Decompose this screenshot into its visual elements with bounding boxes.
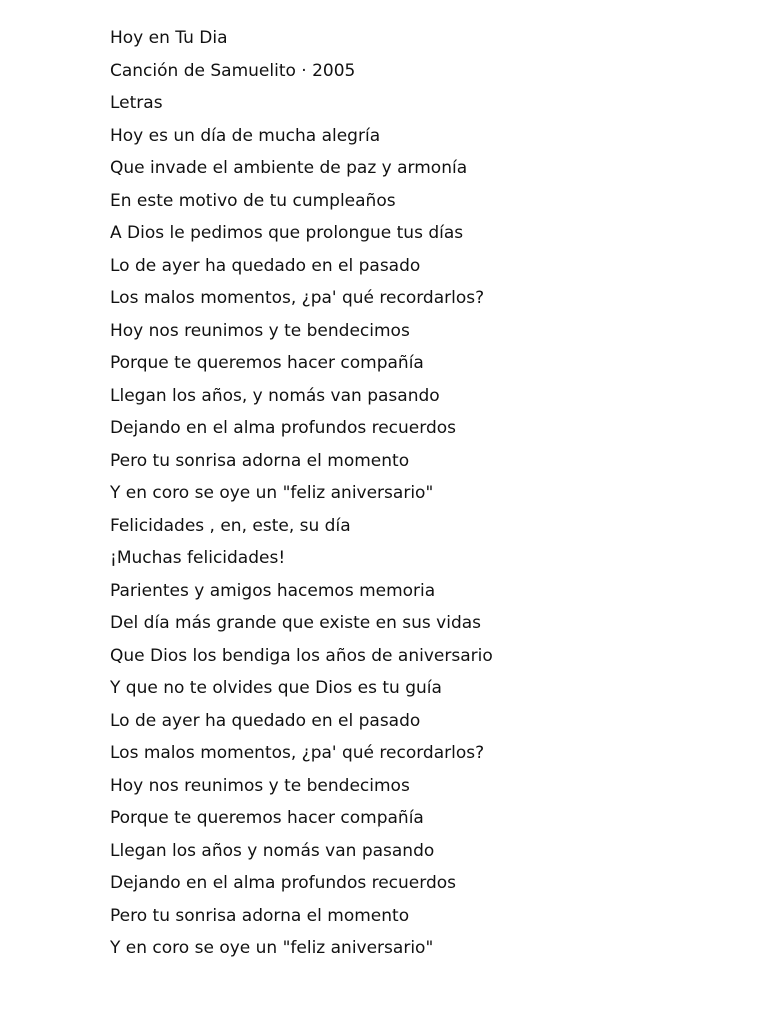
lyric-line: En este motivo de tu cumpleaños (110, 190, 396, 211)
song-title: Hoy en Tu Dia (110, 28, 228, 48)
lyric-line: Dejando en el alma profundos recuerdos (110, 873, 456, 893)
section-label: Letras (110, 93, 163, 113)
lyric-line: Porque te queremos hacer compañía (110, 808, 424, 828)
lyric-line: Que Dios los bendiga los años de aniversario (110, 645, 493, 666)
lyric-line: Pero tu sonrisa adorna el momento (110, 905, 410, 926)
lyric-line: Y en coro se oye un "feliz aniversario" (110, 483, 434, 503)
lyric-line: Porque te queremos hacer compañía (110, 353, 424, 373)
lyric-line: Dejando en el alma profundos recuerdos (110, 418, 456, 438)
lyric-line: Y que no te olvides que Dios es tu guía (110, 678, 442, 698)
lyric-line: ¡Muchas felicidades! (110, 548, 286, 568)
lyric-line: Pero tu sonrisa adorna el momento (110, 450, 410, 471)
song-subtitle: Canción de Samuelito · 2005 (110, 60, 356, 81)
lyric-line: A Dios le pedimos que prolongue tus días (110, 223, 464, 243)
lyrics-document (110, 22, 730, 965)
lyric-line: Hoy nos reunimos y te bendecimos (110, 775, 410, 796)
lyric-line: Parientes y amigos hacemos memoria (110, 580, 436, 601)
lyric-line: Del día más grande que existe en sus vidas (110, 613, 482, 633)
lyric-line: Los malos momentos, ¿pa' qué recordarlos? (110, 743, 485, 763)
lyric-line: Los malos momentos, ¿pa' qué recordarlos? (110, 288, 485, 308)
lyric-line: Y en coro se oye un "feliz aniversario" (110, 938, 434, 958)
lyric-line: Llegan los años y nomás van pasando (110, 840, 435, 861)
lyric-line: Hoy es un día de mucha alegría (110, 125, 381, 146)
lyric-line: Llegan los años, y nomás van pasando (110, 385, 440, 406)
lyric-line: Lo de ayer ha quedado en el pasado (110, 710, 421, 731)
lyric-line: Hoy nos reunimos y te bendecimos (110, 320, 410, 341)
lyric-line: Felicidades , en, este, su día (110, 515, 351, 536)
lyric-line: Lo de ayer ha quedado en el pasado (110, 255, 421, 276)
lyric-line: Que invade el ambiente de paz y armonía (110, 158, 468, 178)
